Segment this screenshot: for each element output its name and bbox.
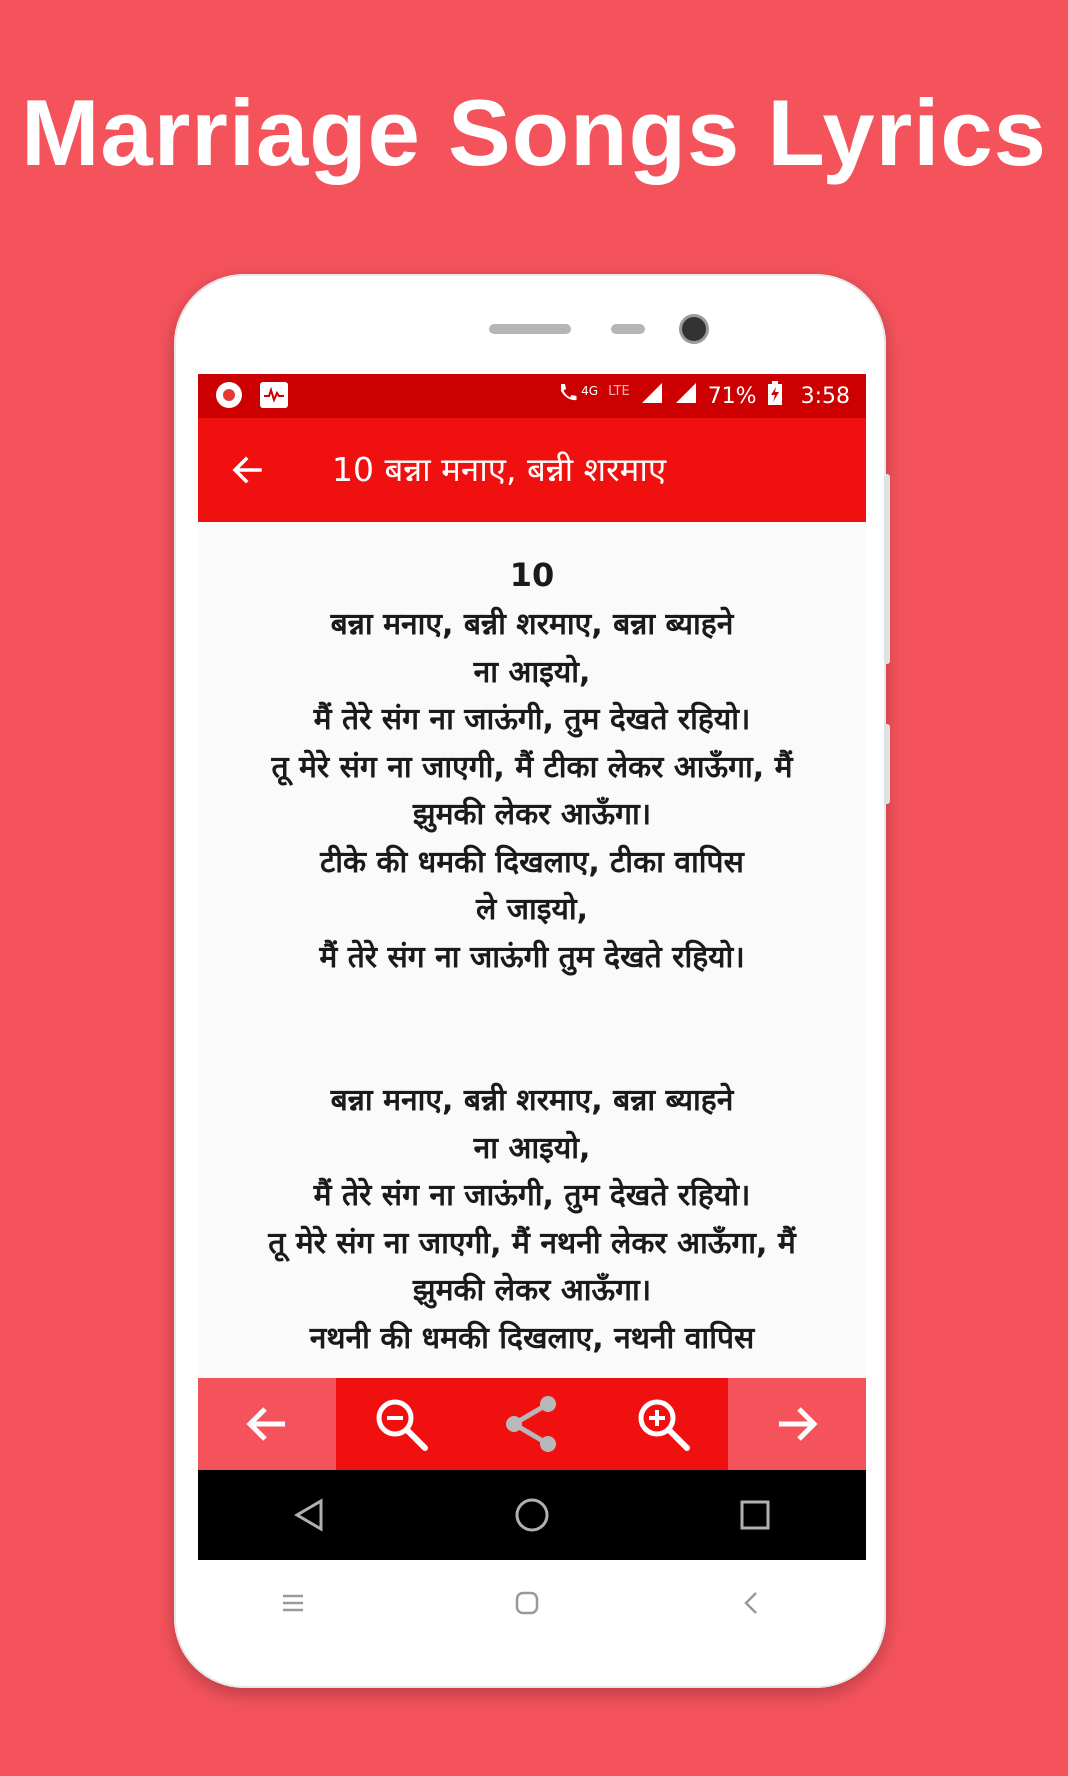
next-song-button[interactable] <box>728 1378 866 1470</box>
signal-icon <box>674 381 698 411</box>
menu-key-icon[interactable] <box>280 1590 306 1616</box>
song-number: 10 <box>509 556 555 594</box>
front-camera <box>682 317 706 341</box>
lyric-line: तू मेरे संग ना जाएगी, मैं नथनी लेकर आऊँगा, मैं <box>268 1225 796 1261</box>
share-icon <box>500 1392 564 1456</box>
phone-frame <box>174 274 886 1688</box>
lte-label: LTE <box>608 383 630 399</box>
zoom-out-icon <box>371 1394 431 1454</box>
lyrics-stanza-2 <box>212 1077 852 1362</box>
lyric-line: ले जाइयो, <box>475 892 589 927</box>
nav-recents-icon[interactable] <box>735 1495 775 1535</box>
lyrics-stanza-1 <box>212 601 852 981</box>
call-icon <box>557 382 579 410</box>
back-arrow-icon[interactable] <box>228 450 268 490</box>
side-button <box>884 474 890 664</box>
lyric-line: मैं तेरे संग ना जाऊंगी तुम देखते रहियो। <box>319 939 745 975</box>
app-toolbar <box>198 418 866 522</box>
lyric-line: झुमकी लेकर आऊँगा। <box>412 1273 652 1308</box>
arrow-left-icon <box>239 1396 295 1452</box>
lyric-line: तू मेरे संग ना जाएगी, मैं टीका लेकर आऊँगा, मैं <box>271 749 793 785</box>
lyric-line: झुमकी लेकर आऊँगा। <box>412 797 652 832</box>
network-4g-label: 4G <box>581 384 599 398</box>
lyric-line: बन्ना मनाए, बन्नी शरमाए, बन्ना ब्याहने <box>330 1083 734 1118</box>
previous-song-button[interactable] <box>198 1378 336 1470</box>
lyric-line: ना आइयो, <box>473 654 591 690</box>
hardware-keys <box>174 1574 886 1634</box>
lyric-line: बन्ना मनाए, बन्नी शरमाए, बन्ना ब्याहने <box>330 607 734 642</box>
home-key-icon[interactable] <box>514 1590 540 1616</box>
toolbar-title: 10 बन्ना मनाए, बन्नी शरमाए <box>332 450 667 489</box>
zoom-out-button[interactable] <box>336 1378 467 1470</box>
nav-home-icon[interactable] <box>512 1495 552 1535</box>
battery-percent: 71% <box>707 383 757 409</box>
screen-record-icon <box>216 382 242 408</box>
lyric-line: मैं तेरे संग ना जाऊंगी, तुम देखते रहियो। <box>313 1178 751 1213</box>
speaker-grille <box>489 324 571 334</box>
clock: 3:58 <box>800 383 850 409</box>
battery-charging-icon <box>767 381 783 411</box>
share-button[interactable] <box>467 1378 598 1470</box>
activity-icon <box>260 382 288 408</box>
android-nav-bar <box>198 1470 866 1560</box>
lyrics-content[interactable] <box>198 522 866 1378</box>
lyric-line: मैं तेरे संग ना जाऊंगी, तुम देखते रहियो। <box>313 702 751 737</box>
app-screen <box>198 374 866 1560</box>
bottom-action-bar <box>198 1378 866 1470</box>
status-bar <box>198 374 866 418</box>
signal-icon <box>640 381 664 411</box>
arrow-right-icon <box>769 1396 825 1452</box>
zoom-in-button[interactable] <box>597 1378 728 1470</box>
proximity-sensor <box>611 324 645 334</box>
side-button <box>884 724 890 804</box>
zoom-in-icon <box>633 1394 693 1454</box>
back-key-icon[interactable] <box>739 1590 765 1616</box>
promo-title: Marriage Songs Lyrics <box>21 80 1047 185</box>
lyric-line: नथनी की धमकी दिखलाए, नथनी वापिस <box>309 1320 755 1356</box>
nav-back-icon[interactable] <box>289 1495 329 1535</box>
lyric-line: टीके की धमकी दिखलाए, टीका वापिस <box>320 844 744 880</box>
lyric-line: ना आइयो, <box>473 1130 591 1166</box>
